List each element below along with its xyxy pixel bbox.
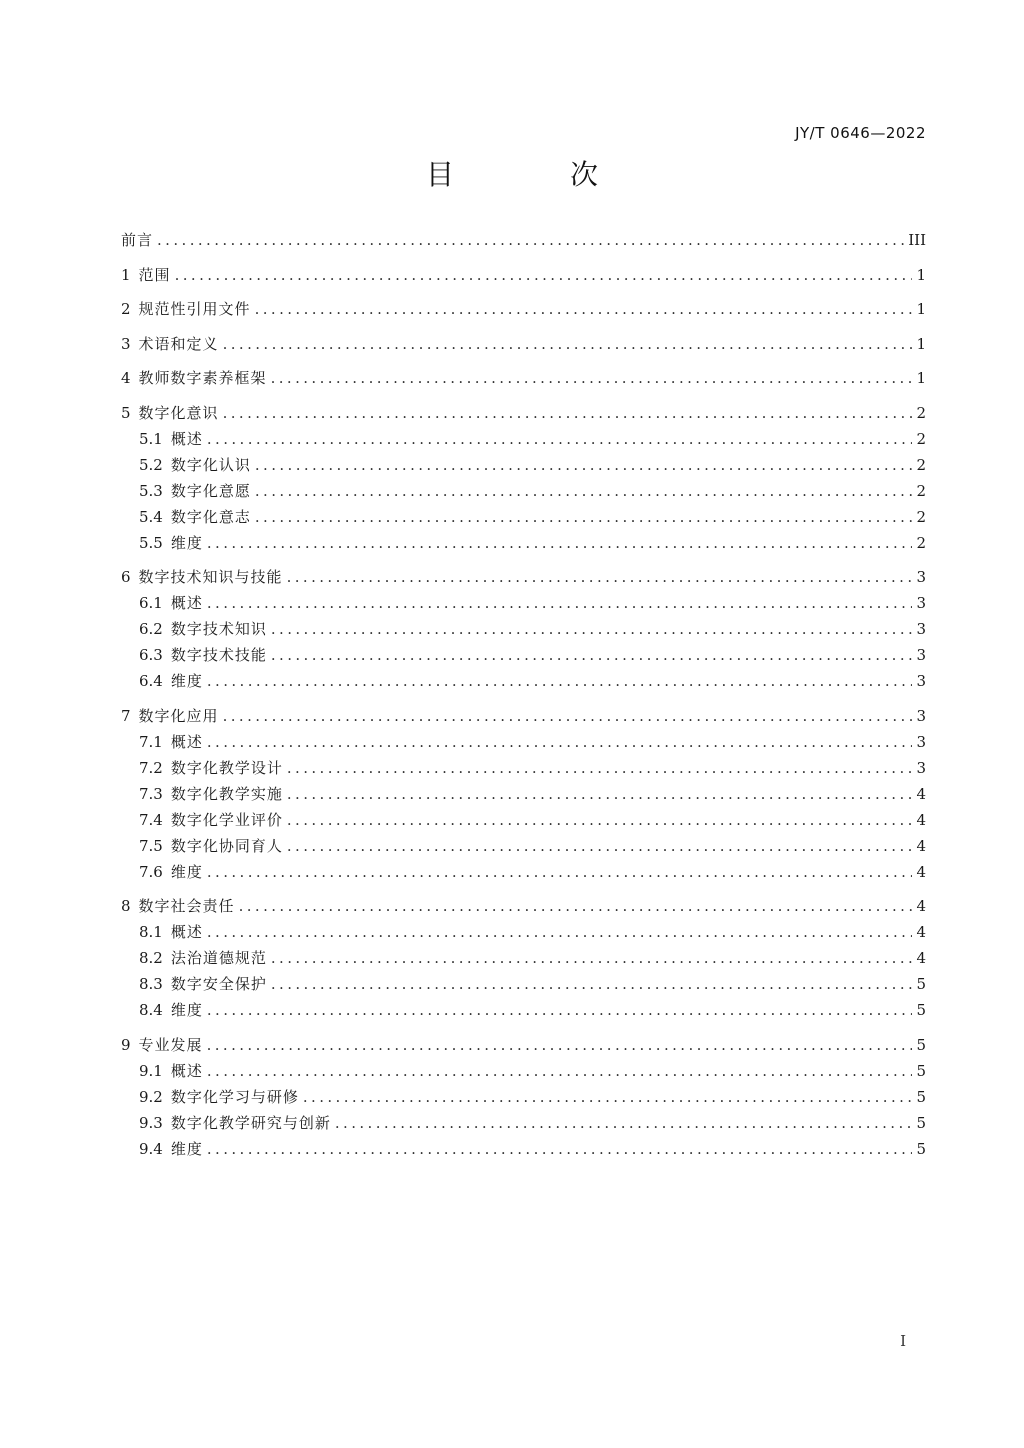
toc-entry-page: 2 <box>916 481 926 500</box>
table-of-contents <box>121 230 926 1159</box>
toc-entry-number: 5.4 <box>139 507 163 526</box>
dot-leader <box>207 732 913 752</box>
toc-entry-label: 数字化认识 <box>170 455 251 474</box>
dot-leader <box>303 1087 913 1107</box>
dot-leader <box>271 645 913 665</box>
toc-entry-number: 9.4 <box>139 1139 163 1158</box>
toc-entry-number: 6.4 <box>139 672 163 690</box>
toc-entry-number: 4 <box>121 369 131 387</box>
toc-entry-page: 5 <box>916 1061 926 1080</box>
dot-leader <box>207 1035 913 1055</box>
toc-entry[interactable] <box>121 368 926 388</box>
toc-entry-page: 1 <box>916 300 926 318</box>
toc-entry-label: 数字技术技能 <box>170 646 267 664</box>
toc-entry-page: 3 <box>916 620 926 638</box>
toc-entry[interactable] <box>121 1000 926 1020</box>
toc-entry-page: 4 <box>916 784 926 803</box>
toc-entry-number: 1 <box>121 265 131 284</box>
toc-entry[interactable] <box>121 619 926 639</box>
dot-leader <box>255 455 913 475</box>
toc-entry[interactable] <box>121 230 926 250</box>
toc-entry[interactable] <box>121 481 926 501</box>
toc-entry[interactable] <box>121 1113 926 1133</box>
toc-entry[interactable] <box>121 265 926 285</box>
toc-entry[interactable] <box>121 948 926 968</box>
toc-entry-page: 3 <box>916 672 926 690</box>
toc-entry[interactable] <box>121 836 926 856</box>
toc-entry-number: 9.2 <box>139 1087 163 1106</box>
toc-entry-label: 数字社会责任 <box>138 897 235 915</box>
toc-entry[interactable] <box>121 1061 926 1081</box>
toc-entry-label: 概述 <box>170 594 203 612</box>
dot-leader <box>207 1000 913 1020</box>
document-code: JY/T 0646—2022 <box>795 124 926 142</box>
toc-entry-page: III <box>908 231 926 249</box>
toc-entry[interactable] <box>121 706 926 726</box>
toc-entry-label: 数字安全保护 <box>170 975 267 993</box>
toc-entry-page: 5 <box>916 1001 926 1019</box>
toc-entry-page: 2 <box>916 455 926 474</box>
dot-leader <box>287 836 913 856</box>
toc-entry-page: 5 <box>916 975 926 993</box>
dot-leader <box>207 593 913 613</box>
toc-entry[interactable] <box>121 922 926 942</box>
toc-entry-number: 7.2 <box>139 758 163 777</box>
toc-entry-number: 7.5 <box>139 836 163 855</box>
toc-entry-number: 5.1 <box>139 429 163 448</box>
toc-entry-label: 维度 <box>170 672 203 690</box>
toc-entry-label: 维度 <box>170 1139 203 1158</box>
dot-leader <box>207 862 913 882</box>
toc-entry-page: 2 <box>916 429 926 448</box>
toc-entry-number: 5.3 <box>139 481 163 500</box>
toc-entry-label: 前言 <box>121 231 154 249</box>
toc-entry-label: 规范性引用文件 <box>138 300 251 318</box>
toc-entry-page: 5 <box>916 1035 926 1054</box>
toc-entry[interactable] <box>121 974 926 994</box>
dot-leader <box>255 481 913 501</box>
toc-entry[interactable] <box>121 507 926 527</box>
toc-entry-number: 9.1 <box>139 1061 163 1080</box>
dot-leader <box>207 533 913 553</box>
toc-entry-label: 数字化教学设计 <box>170 758 283 777</box>
toc-entry-number: 5 <box>121 403 131 422</box>
dot-leader <box>157 230 904 250</box>
toc-entry-page: 4 <box>916 810 926 829</box>
toc-entry-label: 数字技术知识与技能 <box>138 568 283 586</box>
toc-entry-label: 概述 <box>170 923 203 941</box>
dot-leader <box>255 507 913 527</box>
toc-entry-label: 教师数字素养框架 <box>138 369 267 387</box>
toc-entry-page: 4 <box>916 862 926 881</box>
toc-entry[interactable] <box>121 810 926 830</box>
toc-entry-number: 2 <box>121 300 131 318</box>
toc-entry[interactable] <box>121 567 926 587</box>
toc-entry-number: 6.3 <box>139 646 163 664</box>
toc-entry-page: 3 <box>916 706 926 725</box>
toc-entry-page: 3 <box>916 758 926 777</box>
toc-entry-label: 术语和定义 <box>138 334 219 353</box>
toc-entry-number: 3 <box>121 334 131 353</box>
dot-leader <box>207 1061 913 1081</box>
dot-leader <box>271 948 913 968</box>
toc-entry-label: 专业发展 <box>138 1035 203 1054</box>
toc-entry-label: 数字化应用 <box>138 706 219 725</box>
toc-entry-label: 数字化教学实施 <box>170 784 283 803</box>
toc-entry-label: 维度 <box>170 862 203 881</box>
dot-leader <box>207 922 913 942</box>
toc-entry-number: 8 <box>121 897 131 915</box>
toc-entry-label: 数字化意愿 <box>170 481 251 500</box>
dot-leader <box>271 619 913 639</box>
toc-entry-label: 数字化意志 <box>170 507 251 526</box>
toc-entry-label: 维度 <box>170 1001 203 1019</box>
toc-entry-page: 1 <box>916 265 926 284</box>
toc-entry[interactable] <box>121 429 926 449</box>
toc-entry-page: 5 <box>916 1087 926 1106</box>
toc-entry-number: 6.1 <box>139 594 163 612</box>
toc-entry-label: 法治道德规范 <box>170 949 267 967</box>
toc-entry[interactable] <box>121 758 926 778</box>
toc-entry-number: 5.5 <box>139 533 163 552</box>
dot-leader <box>271 368 913 388</box>
dot-leader <box>287 758 913 778</box>
dot-leader <box>255 299 913 319</box>
toc-entry[interactable] <box>121 671 926 691</box>
toc-entry-page: 3 <box>916 732 926 751</box>
dot-leader <box>175 265 913 285</box>
toc-entry-number: 6.2 <box>139 620 163 638</box>
toc-entry[interactable] <box>121 784 926 804</box>
toc-entry-number: 7.1 <box>139 732 163 751</box>
dot-leader <box>335 1113 913 1133</box>
dot-leader <box>207 1139 913 1159</box>
toc-entry-page: 4 <box>916 923 926 941</box>
toc-entry[interactable] <box>121 334 926 354</box>
toc-entry-page: 4 <box>916 836 926 855</box>
toc-entry-number: 8.3 <box>139 975 163 993</box>
toc-entry-label: 概述 <box>170 732 203 751</box>
dot-leader <box>207 671 913 691</box>
dot-leader <box>239 896 913 916</box>
toc-entry[interactable] <box>121 533 926 553</box>
toc-entry-page: 3 <box>916 594 926 612</box>
toc-entry-label: 范围 <box>138 265 171 284</box>
toc-entry[interactable] <box>121 455 926 475</box>
toc-entry[interactable] <box>121 896 926 916</box>
dot-leader <box>287 784 913 804</box>
dot-leader <box>223 334 913 354</box>
toc-entry-label: 数字化教学研究与创新 <box>170 1113 331 1132</box>
dot-leader <box>207 429 913 449</box>
dot-leader <box>287 567 913 587</box>
toc-entry-label: 概述 <box>170 1061 203 1080</box>
toc-entry[interactable] <box>121 1087 926 1107</box>
toc-entry-number: 7 <box>121 706 131 725</box>
toc-entry-number: 7.6 <box>139 862 163 881</box>
toc-entry-page: 3 <box>916 568 926 586</box>
toc-entry-page: 4 <box>916 897 926 915</box>
toc-entry-number: 8.2 <box>139 949 163 967</box>
dot-leader <box>223 706 913 726</box>
toc-entry[interactable] <box>121 1139 926 1159</box>
toc-entry-label: 概述 <box>170 429 203 448</box>
page-number: I <box>900 1332 906 1350</box>
toc-entry-page: 1 <box>916 334 926 353</box>
toc-entry-page: 3 <box>916 646 926 664</box>
toc-entry-number: 6 <box>121 568 131 586</box>
toc-entry[interactable] <box>121 732 926 752</box>
toc-entry-number: 9 <box>121 1035 131 1054</box>
toc-entry-label: 数字化协同育人 <box>170 836 283 855</box>
toc-entry[interactable] <box>121 593 926 613</box>
toc-entry-page: 5 <box>916 1139 926 1158</box>
toc-entry-number: 8.1 <box>139 923 163 941</box>
dot-leader <box>223 403 913 423</box>
toc-entry-page: 2 <box>916 533 926 552</box>
page-title: 目 次 <box>425 158 642 191</box>
toc-entry-page: 1 <box>916 369 926 387</box>
toc-entry-number: 8.4 <box>139 1001 163 1019</box>
dot-leader <box>271 974 913 994</box>
toc-entry-label: 数字化学习与研修 <box>170 1087 299 1106</box>
toc-entry-page: 2 <box>916 507 926 526</box>
toc-entry[interactable] <box>121 862 926 882</box>
toc-entry-page: 4 <box>916 949 926 967</box>
toc-entry-label: 维度 <box>170 533 203 552</box>
toc-entry-label: 数字化意识 <box>138 403 219 422</box>
toc-entry-number: 5.2 <box>139 455 163 474</box>
toc-entry[interactable] <box>121 1035 926 1055</box>
toc-entry-number: 7.3 <box>139 784 163 803</box>
toc-entry-page: 2 <box>916 403 926 422</box>
toc-entry-number: 9.3 <box>139 1113 163 1132</box>
toc-entry-label: 数字化学业评价 <box>170 810 283 829</box>
toc-entry-number: 7.4 <box>139 810 163 829</box>
toc-entry[interactable] <box>121 645 926 665</box>
toc-entry-page: 5 <box>916 1113 926 1132</box>
dot-leader <box>287 810 913 830</box>
toc-entry-label: 数字技术知识 <box>170 620 267 638</box>
toc-entry[interactable] <box>121 299 926 319</box>
toc-entry[interactable] <box>121 403 926 423</box>
